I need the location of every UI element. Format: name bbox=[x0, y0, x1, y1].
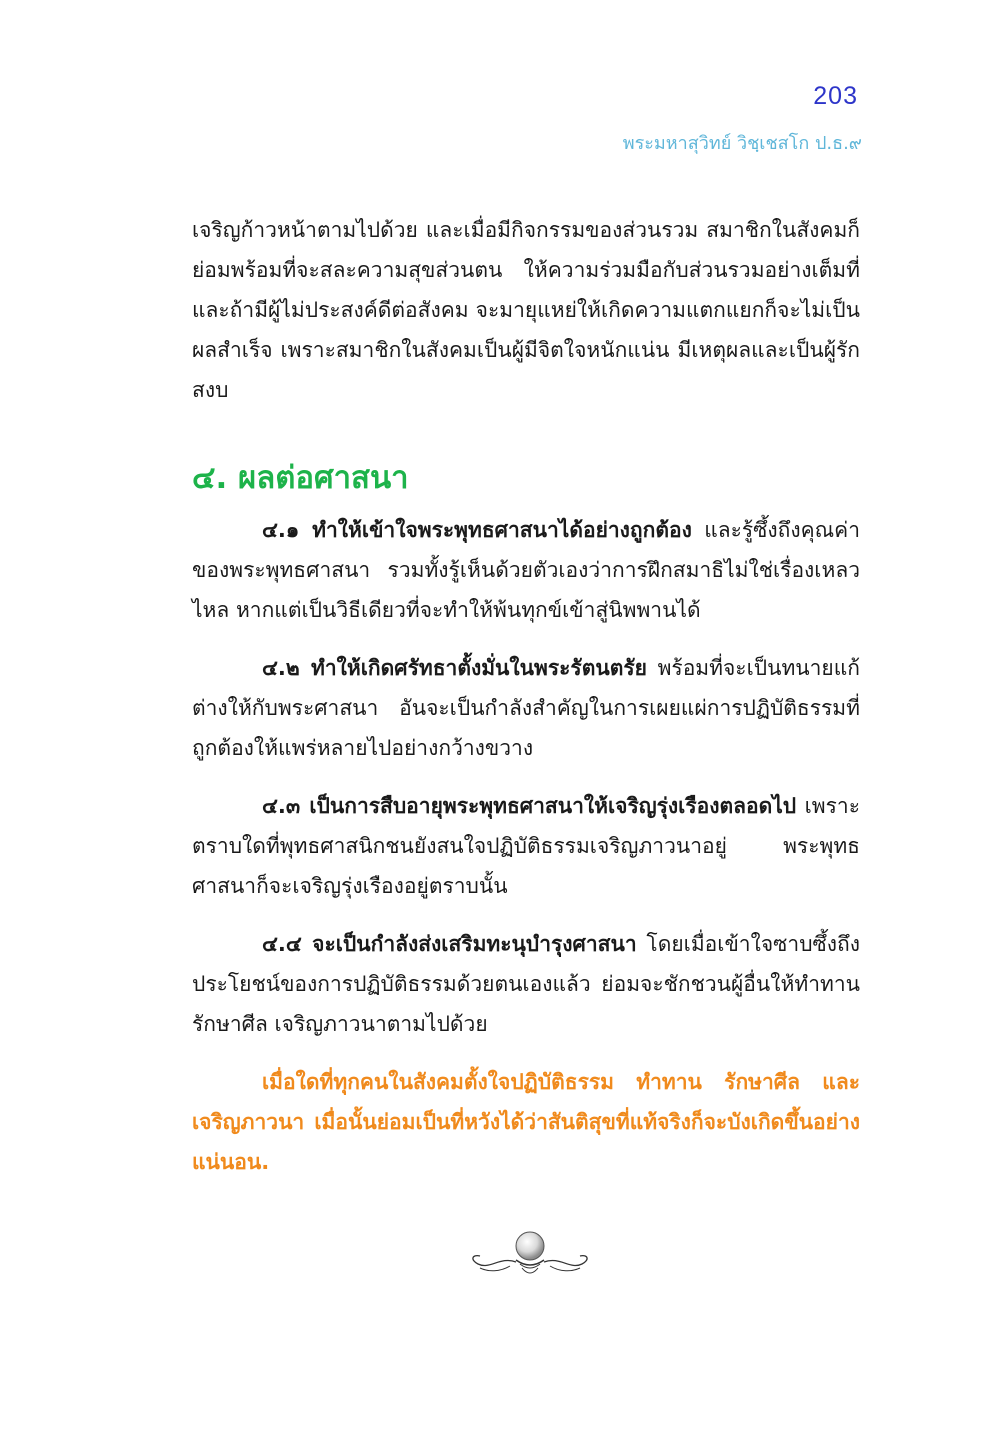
list-item bbox=[192, 924, 860, 1044]
item-lead: ๔.๑ ทำให้เข้าใจพระพุทธศาสนาได้อย่างถูกต้อง bbox=[262, 518, 692, 542]
section-heading: ๔. ผลต่อศาสนา bbox=[192, 460, 409, 496]
item-lead: ๔.๓ เป็นการสืบอายุพระพุทธศาสนาให้เจริญรุ่งเรืองตลอดไป bbox=[262, 794, 797, 818]
item-lead: ๔.๔ จะเป็นกำลังส่งเสริมทะนุบำรุงศาสนา bbox=[262, 932, 637, 956]
list-item bbox=[192, 510, 860, 630]
intro-paragraph: เจริญก้าวหน้าตามไปด้วย และเมื่อมีกิจกรรมของส่วนรวม สมาชิกในสังคมก็ย่อมพร้อมที่จะสละความสุขส่วนตน ให้ความร่วมมือกับส่วนรวมอย่างเต็มที่ และถ้ามีผู้ไม่ประสงค์ดีต่อสังคม จะมายุแหย่ให้เกิดความแตกแยกก็จะไม่เป็นผลสำเร็จ เพราะสมาชิกในสังคมเป็นผู้มีจิตใจหนักแน่น มีเหตุผลและเป็นผู้รักสงบ bbox=[192, 218, 860, 402]
item-text: โดยเมื่อเข้าใจซาบซึ้งถึงประโยชน์ของการปฏิบัติธรรมด้วยตนเองแล้ว ย่อมจะชักชวนผู้อื่นให้ทำทาน รักษาศีล เจริญภาวนาตามไปด้วย bbox=[192, 932, 861, 1036]
item-text: เพราะตราบใดที่พุทธศาสนิกชนยังสนใจปฏิบัติธรรมเจริญภาวนาอยู่ พระพุทธศาสนาก็จะเจริญรุ่งเรืองอยู่ตราบนั้น bbox=[192, 794, 860, 898]
conclusion-paragraph: เมื่อใดที่ทุกคนในสังคมตั้งใจปฏิบัติธรรม ทำทาน รักษาศีล และเจริญภาวนา เมื่อนั้นย่อมเป็นที่หวังได้ว่าสันติสุขที่แท้จริงก็จะบังเกิดขึ้นอย่างแน่นอน. bbox=[192, 1070, 860, 1174]
list-item bbox=[192, 786, 860, 906]
list-item bbox=[192, 648, 860, 768]
page-number: 203 bbox=[813, 82, 858, 110]
running-head: พระมหาสุวิทย์ วิชฺเชสโก ป.ธ.๙ bbox=[622, 133, 862, 154]
item-text: และรู้ซึ้งถึงคุณค่าของพระพุทธศาสนา รวมทั้งรู้เห็นด้วยตัวเองว่าการฝึกสมาธิไม่ใช่เรื่องเหลวไหล หากแต่เป็นวิธีเดียวที่จะทำให้พ้นทุกข์เข้าสู่นิพพานได้ bbox=[192, 518, 861, 622]
item-text: พร้อมที่จะเป็นทนายแก้ต่างให้กับพระศาสนา อันจะเป็นกำลังสำคัญในการเผยแผ่การปฏิบัติธรรมที่ถูกต้องให้แพร่หลายไปอย่างกว้างขวาง bbox=[192, 656, 860, 760]
pearl-flourish-icon bbox=[460, 1226, 600, 1286]
item-lead: ๔.๒ ทำให้เกิดศรัทธาตั้งมั่นในพระรัตนตรัย bbox=[262, 656, 647, 680]
